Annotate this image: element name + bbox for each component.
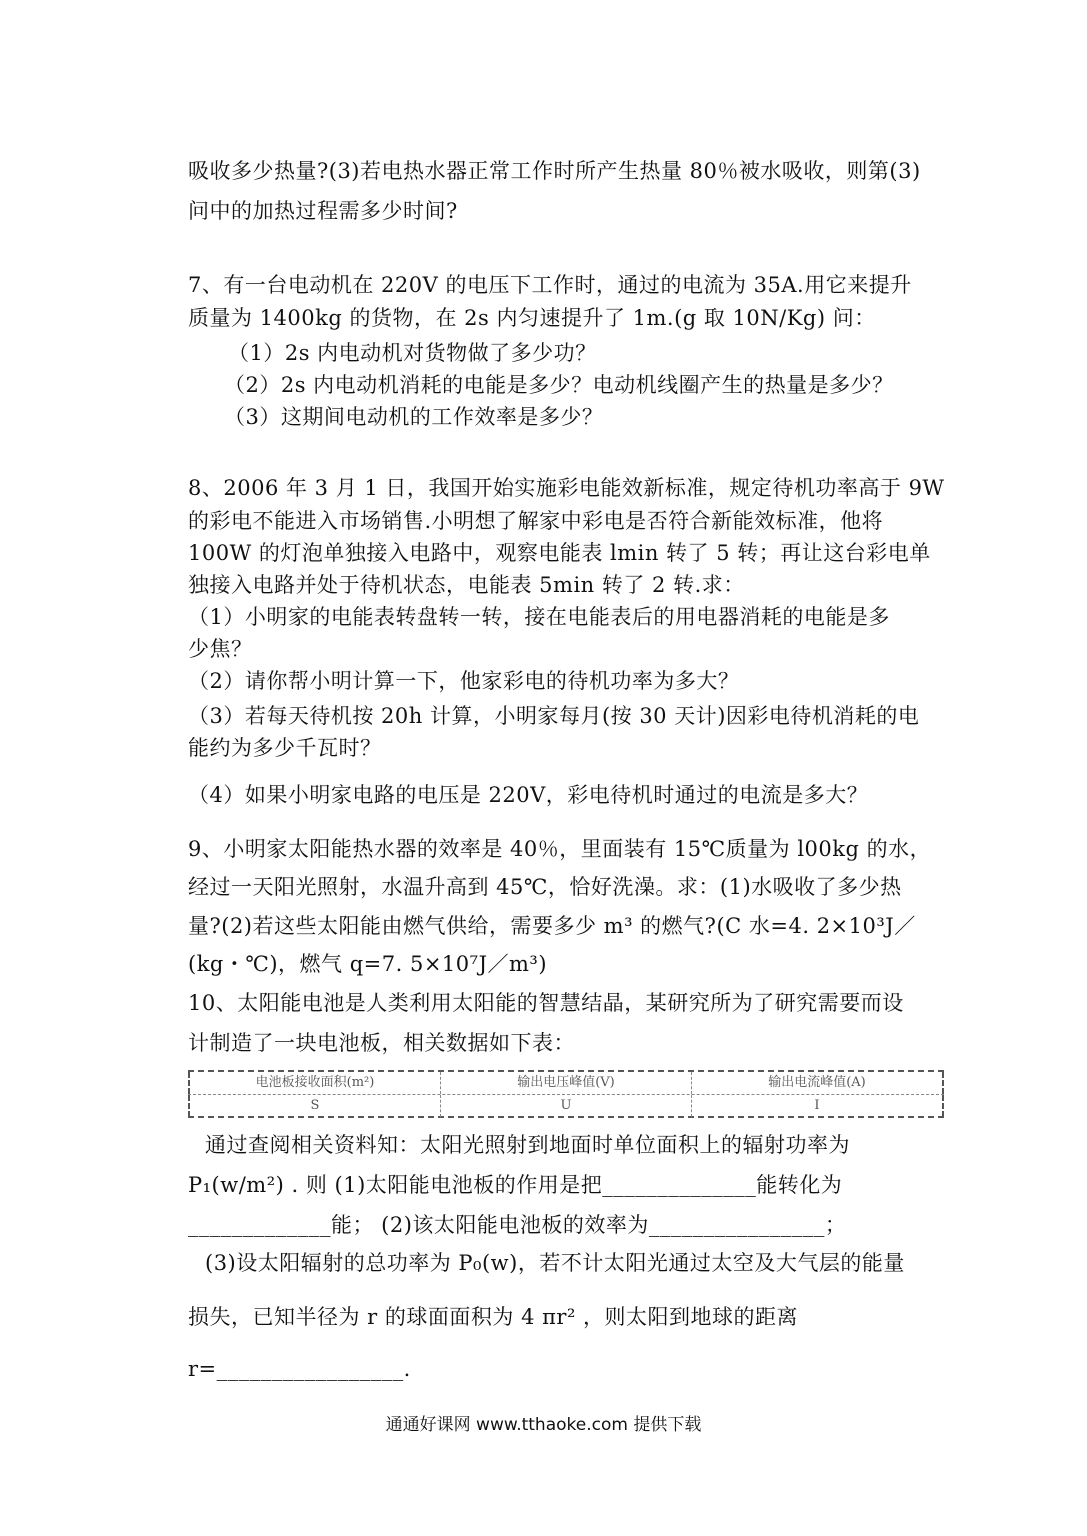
data-table xyxy=(188,1070,944,1118)
line-0: 吸收多少热量?(3)若电热水器正常工作时所产生热量 80％被水吸收，则第(3) xyxy=(188,159,921,183)
line-5: （2）2s 内电动机消耗的电能是多少？电动机线圈产生的热量是多少？ xyxy=(224,373,894,397)
line-22: 计制造了一块电池板，相关数据如下表： xyxy=(188,1031,575,1055)
line-11: （1）小明家的电能表转盘转一转，接在电能表后的用电器消耗的电能是多 xyxy=(188,605,890,629)
line-3: 质量为 1400kg 的货物，在 2s 内匀速提升了 1m.(g 取 10N/Kg) 问： xyxy=(188,306,876,330)
line-19: 量?(2)若这些太阳能由燃气供给，需要多少 m³ 的燃气?(C 水=4. 2×10³J／ xyxy=(188,914,916,938)
line-10: 独接入电路并处于待机状态，电能表 5min 转了 2 转.求： xyxy=(188,573,745,597)
line-6: （3）这期间电动机的工作效率是多少？ xyxy=(224,405,604,429)
line-25: _____________能； (2)该太阳能电池板的效率为________________； xyxy=(188,1213,847,1237)
line-27: 损失，已知半径为 r 的球面面积为 4 πr² ，则太阳到地球的距离 xyxy=(188,1305,799,1329)
table-cell-area: S xyxy=(188,1095,440,1117)
line-28: r=_________________. xyxy=(188,1357,411,1381)
line-9: 100W 的灯泡单独接入电路中，观察电能表 lmin 转了 5 转；再让这台彩电单 xyxy=(188,541,931,565)
line-1: 问中的加热过程需多少时间? xyxy=(188,199,458,223)
line-15: 能约为多少千瓦时？ xyxy=(188,736,382,760)
line-4: （1）2s 内电动机对货物做了多少功？ xyxy=(228,341,597,365)
line-12: 少焦？ xyxy=(188,637,253,661)
page-footer: 通通好课网 www.tthaoke.com 提供下载 xyxy=(385,1415,702,1435)
line-8: 的彩电不能进入市场销售.小明想了解家中彩电是否符合新能效标准，他将 xyxy=(188,509,884,533)
line-16: （4）如果小明家电路的电压是 220V，彩电待机时通过的电流是多大？ xyxy=(188,783,869,807)
table-header-row xyxy=(188,1072,944,1094)
line-21: 10、太阳能电池是人类利用太阳能的智慧结晶，某研究所为了研究需要而设 xyxy=(188,991,904,1015)
table-row xyxy=(188,1094,944,1117)
line-26: (3)设太阳辐射的总功率为 P₀(w)，若不计太阳光通过太空及大气层的能量 xyxy=(205,1251,905,1275)
table-header-current: 输出电流峰值(A) xyxy=(691,1072,944,1094)
table-cell-voltage: U xyxy=(440,1095,691,1117)
line-20: (kg・℃)，燃气 q=7. 5×10⁷J／m³) xyxy=(188,952,548,976)
table-cell-current: I xyxy=(691,1095,944,1117)
line-23: 通过查阅相关资料知：太阳光照射到地面时单位面积上的辐射功率为 xyxy=(205,1133,850,1157)
table-header-voltage: 输出电压峰值(V) xyxy=(440,1072,691,1094)
line-24: P₁(w/m²) . 则 (1)太阳能电池板的作用是把______________能转化为 xyxy=(188,1173,843,1197)
line-2: 7、有一台电动机在 220V 的电压下工作时，通过的电流为 35A.用它来提升 xyxy=(188,273,912,297)
table-header-area: 电池板接收面积(m²) xyxy=(188,1072,440,1094)
line-13: （2）请你帮小明计算一下，他家彩电的待机功率为多大？ xyxy=(188,669,740,693)
line-7: 8、2006 年 3 月 1 日，我国开始实施彩电能效新标准，规定待机功率高于 9W xyxy=(188,476,945,500)
line-17: 9、小明家太阳能热水器的效率是 40％，里面装有 15℃质量为 l00kg 的水， xyxy=(188,837,932,861)
line-18: 经过一天阳光照射，水温升高到 45℃，恰好洗澡。求：(1)水吸收了多少热 xyxy=(188,875,902,899)
line-14: （3）若每天待机按 20h 计算，小明家每月(按 30 天计)因彩电待机消耗的电 xyxy=(188,704,920,728)
